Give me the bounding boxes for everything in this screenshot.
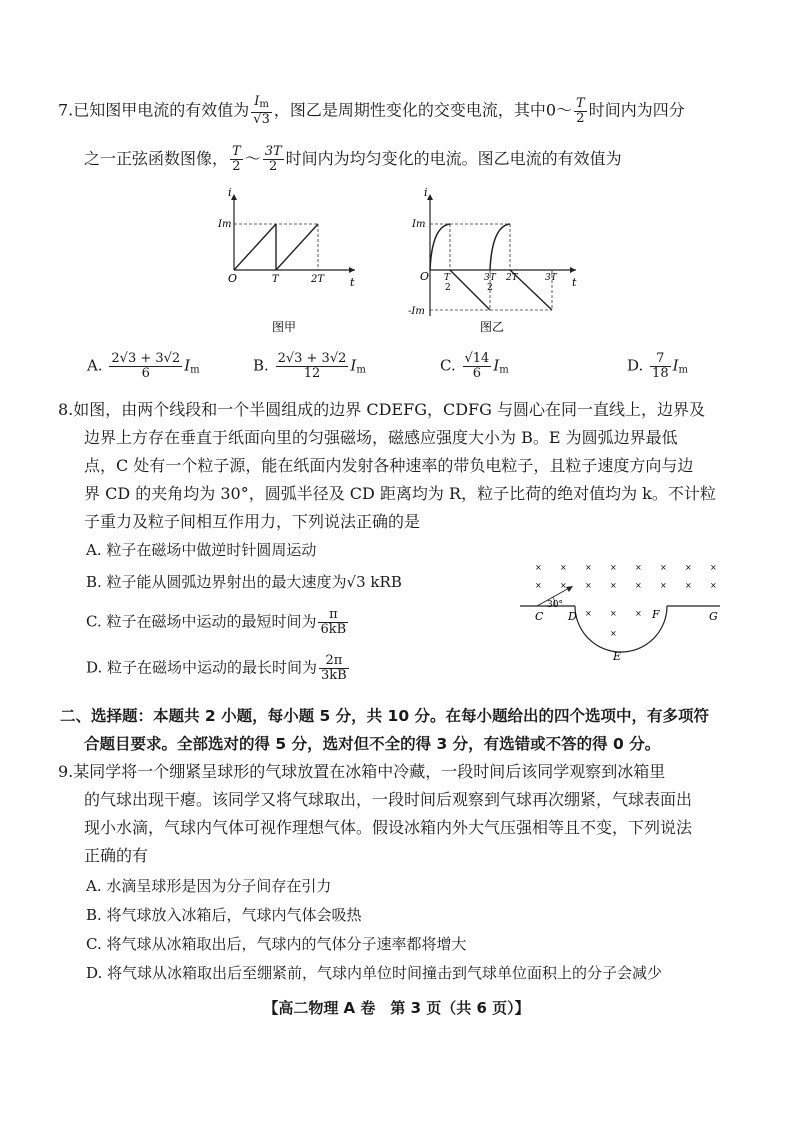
field-x-mark: × [660,563,667,572]
im-label: Im [218,219,232,230]
option-den: 6kB [320,622,347,637]
field-x-mark: × [585,563,592,572]
q7-option-a[interactable] [87,352,200,381]
q7-half-T-2 [230,145,243,174]
field-x-mark: × [635,609,642,618]
q9-line-3: 现小水滴，气球内气体可视作理想气体。假设冰箱内外大气压强相等且不变，下列说法 [84,818,693,837]
q7-line-2 [84,145,622,174]
option-num: √14 [464,351,490,366]
option-fraction [319,654,349,683]
section-2-heading-line-1: 二、选择题：本题共 2 小题，每小题 5 分，共 10 分。在每小题给出的四个选项中，有多项符 [60,707,710,725]
D-label: D [568,610,577,623]
q8-option-d[interactable] [86,654,351,683]
q7-eff-fraction [251,95,272,127]
q9-option-c[interactable]: C. 将气球从冰箱取出后，气球内的气体分子速率都将增大 [86,935,467,953]
option-num: 7 [650,352,671,367]
option-num: π [318,608,348,623]
origin-label: O [420,270,430,283]
option-sub: m [678,364,689,376]
C-label: C [535,610,544,623]
figure-jia [210,188,360,338]
field-x-mark: × [710,563,717,572]
option-fraction [463,352,492,381]
option-label: A. [87,356,103,375]
field-x-mark: × [710,581,717,590]
q7-option-b[interactable] [253,352,366,381]
i-label: i [424,188,428,199]
section-2-heading-line-2: 合题目要求。全部选对的得 5 分，选对但不全的得 3 分，有选错或不答的得 0 分。 [84,735,661,753]
t-axis-arrow [349,267,355,273]
q7-text: 时间内为均匀变化的电流。图乙电流的有效值为 [285,149,622,168]
q9-line-4: 正确的有 [84,846,149,865]
sine-quarter-2 [490,224,510,270]
q7-text: 时间内为四分 [588,100,685,120]
option-den: 6 [141,366,150,381]
field-x-mark: × [660,581,667,590]
option-num: 2√3 + 3√2 [111,351,181,366]
option-fraction [318,608,348,637]
field-x-mark: × [635,563,642,572]
field-x-mark: × [535,581,542,590]
im-label: Im [412,219,426,230]
field-x-mark: × [610,581,617,590]
half-T-label-num: T [444,273,451,283]
q7-line-1 [58,95,685,127]
fig-jia-caption: 图甲 [272,320,297,334]
q8-line-1: 8.如图，由两个线段和一个半圆组成的边界 CDEFG，CDFG 与圆心在同一直线上，边界及 [58,400,706,419]
option-den: 3kB [321,668,347,683]
q9-option-a[interactable]: A. 水滴呈球形是因为分子间存在引力 [86,877,332,895]
magnetic-field-figure [515,560,725,665]
t-label: t [572,276,577,289]
option-num: 2π [319,654,349,669]
2T-label: 2T [506,273,518,283]
G-label: G [709,610,718,623]
two: 2 [576,110,585,126]
option-den: 12 [303,366,321,381]
field-x-mark: × [610,629,617,638]
option-num: 2√3 + 3√2 [277,351,347,366]
option-fraction [276,352,349,381]
q9-option-b[interactable]: B. 将气球放入冰箱后，气球内气体会吸热 [86,906,362,924]
option-I: I [184,356,191,375]
option-sub: m [190,364,200,376]
field-x-mark: × [560,581,567,590]
fig-yi-caption: 图乙 [480,320,505,334]
field-x-mark: × [635,581,642,590]
q7-3T-half [263,145,284,174]
i-axis-arrow [427,194,433,200]
angle-label: 30° [547,600,563,610]
option-fraction [109,352,182,381]
T-symbol: T [576,95,585,111]
option-label: C. [440,356,456,375]
q8-line-2: 边界上方存在垂直于纸面向里的匀强磁场，磁感应强度大小为 B。E 为圆弧边界最低 [84,428,678,447]
q7-text: 0～ [545,100,573,120]
q7-half-T [574,97,587,126]
two: 2 [269,159,278,174]
q8-option-a[interactable]: A. 粒子在磁场中做逆时针圆周运动 [86,541,317,559]
field-x-mark: × [610,563,617,572]
q9-option-d[interactable]: D. 将气球从冰箱取出后至绷紧前，气球内单位时间撞击到气球单位面积上的分子会减少 [86,964,663,982]
option-den: 6 [472,366,482,381]
q8-line-3: 点，C 处有一个粒子源，能在纸面内发射各种速率的带负电粒子，且粒子速度方向与边 [84,456,694,475]
field-x-mark: × [610,609,617,618]
figure-yi [408,188,586,338]
neg-im-label: -Im [408,306,425,317]
option-fraction [650,352,671,381]
ramp-2 [276,224,318,270]
E-label: E [613,650,622,663]
option-I: I [672,356,679,375]
sine-quarter-1 [430,224,450,270]
option-text: D. 粒子在磁场中运动的最长时间为 [86,658,318,677]
q9-line-2: 的气球出现干瘪。该同学又将气球取出，一段时间后观察到气球再次绷紧，气球表面出 [84,790,693,809]
q8-line-5: 子重力及粒子间相互作用力，下列说法正确的是 [84,512,421,531]
3T-symbol: 3T [264,144,282,159]
field-x-mark: × [585,609,592,618]
t-axis-arrow [570,267,576,273]
origin-label: O [228,272,238,285]
option-den: 18 [652,366,669,381]
q7-text: 之一正弦函数图像， [84,149,229,168]
q7-text: ，图乙是周期性变化的交变电流，其中 [273,100,546,120]
two: 2 [232,159,241,174]
im-symbol: I [254,94,260,109]
q7-option-c[interactable] [440,352,509,381]
option-I: I [350,356,357,375]
3T2-label-den: 2 [487,283,493,293]
field-x-mark: × [685,581,692,590]
i-axis-arrow [231,194,237,200]
q8-option-b[interactable]: B. 粒子能从圆弧边界射出的最大速度为√3 kRB [86,573,402,591]
sqrt3: √3 [253,112,270,127]
q8-line-4: 界 CD 的夹角均为 30°，圆弧半径及 CD 距离均为 R，粒子比荷的绝对值均为 k。不计粒 [84,484,716,503]
q7-text: 7.已知图甲电流的有效值为 [58,100,250,120]
3T2-label-num: 3T [484,273,496,283]
im-sub: m [259,99,269,110]
option-sub: m [356,364,366,376]
page-footer: 【高二物理 A 卷 第 3 页（共 6 页）】 [263,999,530,1017]
option-text: C. 粒子在磁场中运动的最短时间为 [86,612,317,631]
field-x-mark: × [585,581,592,590]
tilde: ～ [244,149,261,168]
i-label: i [228,188,232,199]
F-label: F [652,608,660,621]
option-label: B. [253,356,269,375]
ramp-1 [234,224,276,270]
field-x-mark: × [685,563,692,572]
field-x-mark: × [535,563,542,572]
half-T-label-den: 2 [445,283,451,293]
T-label: T [272,274,279,285]
q9-line-1: 9.某同学将一个绷紧呈球形的气球放置在冰箱中冷藏，一段时间后该同学观察到冰箱里 [58,762,666,781]
2T-label: 2T [311,274,325,285]
t-label: t [350,276,355,289]
q7-option-d[interactable] [627,352,688,381]
option-label: D. [627,356,644,375]
option-sub: m [499,364,509,376]
3T-label: 3T [545,273,557,283]
field-x-mark: × [560,563,567,572]
T-symbol: T [232,144,241,159]
q8-option-c[interactable] [86,608,350,637]
option-I: I [493,356,500,375]
